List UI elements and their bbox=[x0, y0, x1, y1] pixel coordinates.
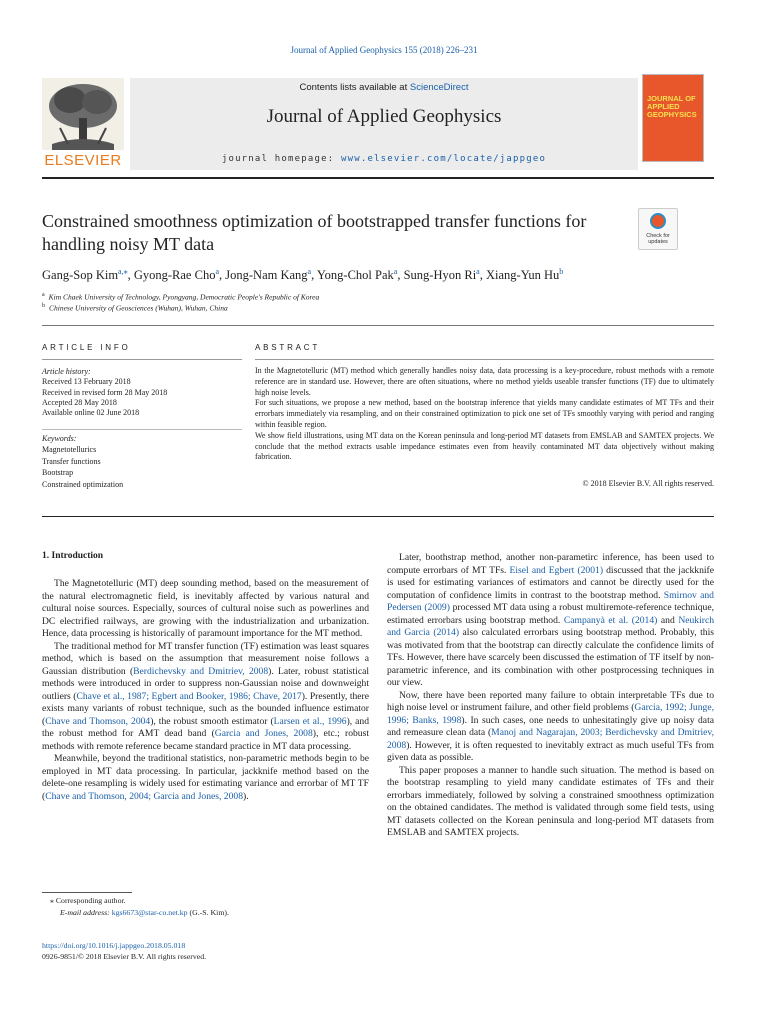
citation-link[interactable]: Smirnov and Pedersen (2009) bbox=[387, 589, 714, 613]
corresponding-author-note bbox=[42, 895, 369, 907]
author-name[interactable]: Gyong-Rae Cho bbox=[133, 268, 216, 283]
history-item: Available online 02 June 2018 bbox=[42, 408, 140, 418]
check-for-updates-button[interactable] bbox=[638, 208, 678, 250]
contents-prefix: Contents lists available at bbox=[299, 82, 410, 93]
citation-link[interactable]: Chave et al., 1987; Egbert and Booker, 1986; Chave, 2017 bbox=[76, 690, 302, 702]
text-run: Later, boothstrap method, another non-parametirc inference, has been used to compute errorbars of MT TFs. bbox=[387, 552, 714, 576]
text-run: ). Later, robust statistical methods were introduced in order to suppress non-Gaussian noise and downweight outliers ( bbox=[42, 665, 369, 702]
abstract-bottom-divider bbox=[42, 516, 714, 517]
text-run: ). In such cases, one needs to unhesitatingly give up noisy data and remeasure clean data ( bbox=[387, 714, 714, 738]
article-history bbox=[42, 367, 242, 418]
header-divider bbox=[42, 177, 714, 179]
body-left-column bbox=[42, 578, 369, 803]
body-paragraph: The Magnetotelluric (MT) deep sounding method, based on the measurement of the natural electromagnetic field, is inevitably affected by various natural and cultural noise sources. Especially, sources of cultural noise such as powerlines and DC electrified railways, are growing with the industrialization and urbanization. Hence, data processing is historically of paramount importance for the MT method. bbox=[42, 578, 369, 639]
text-run: processed MT data using a robust multiremote-reference technique, estimated errorbars using bootstrap method. bbox=[387, 602, 714, 626]
affiliation-a bbox=[42, 292, 319, 302]
keyword: Constrained optimization bbox=[42, 479, 124, 489]
citation-link[interactable]: Chave and Thomson, 2004; Garcia and Jones, 2008 bbox=[45, 790, 243, 802]
journal-title: Journal of Applied Geophysics bbox=[266, 106, 502, 127]
text-run: and bbox=[657, 614, 679, 626]
sciencedirect-link[interactable]: ScienceDirect bbox=[409, 82, 469, 93]
citation-link[interactable]: Garcia and Jones, 2008 bbox=[214, 728, 313, 739]
history-item: Received 13 February 2018 bbox=[42, 377, 131, 387]
keywords-divider bbox=[42, 429, 242, 430]
author-name[interactable]: Sung-Hyon Ri bbox=[403, 268, 477, 283]
article-info-divider bbox=[42, 359, 242, 360]
text-run: ). Presently, there exists many variants of robust technique, such as the bounded influence estimator ( bbox=[42, 690, 369, 727]
homepage-link[interactable]: www.elsevier.com/locate/jappgeo bbox=[340, 154, 547, 164]
text-run: ). However, it is often requested to inevitably extract as much useful TFs from given data as possible. bbox=[387, 739, 714, 763]
journal-cover-title: JOURNAL OF APPLIED GEOPHYSICS bbox=[647, 94, 697, 119]
affiliation-b bbox=[42, 303, 228, 313]
text-run: discussed that the jackknife is used for estimating variances of estimators and cannot be directly used for the computation of confidence limits in contrast to the bootstrap method. bbox=[387, 564, 715, 601]
body-paragraph bbox=[387, 552, 714, 690]
email-suffix: (G.-S. Kim). bbox=[187, 907, 229, 917]
email-link[interactable]: kgs6673@star-co.net.kp bbox=[111, 907, 188, 917]
author-marks[interactable]: a bbox=[476, 267, 480, 276]
body-paragraph bbox=[387, 690, 714, 765]
footnote bbox=[42, 895, 369, 918]
citation-link[interactable]: Larsen et al., 1996 bbox=[273, 715, 347, 727]
citation-link[interactable]: Berdichevsky and Dmitriev, 2008 bbox=[133, 665, 269, 677]
abstract-divider bbox=[255, 359, 714, 360]
text-run: ), etc.; robust methods with remote reference became standard practice in MT data processing. bbox=[42, 728, 370, 752]
citation-link[interactable]: Eisel and Egbert (2001) bbox=[509, 564, 604, 576]
body-paragraph: This paper proposes a manner to handle such situation. The method is based on the bootstrap resampling to yield many candidate estimates of TFs and their errorbars immediately, followed by solving a constrained smoothness optimization on the obtained candidates. The method is validated through some field tests, using MT datasets collected on the Korean peninsula and long-period MT datasets from EMSLAB and SAMTEX projects. bbox=[387, 764, 714, 838]
section-heading: 1. Introduction bbox=[42, 551, 104, 561]
footnote-mark: ⁎ bbox=[50, 896, 54, 905]
article-info-heading: ARTICLE INFO bbox=[42, 343, 131, 352]
doi-block bbox=[42, 940, 206, 962]
text-run: ). bbox=[243, 790, 249, 802]
author-marks[interactable]: a bbox=[215, 267, 220, 276]
author-name[interactable]: Jong-Nam Kang bbox=[225, 268, 308, 283]
affiliation-text: Chinese University of Geosciences (Wuhan), Wuhan, China bbox=[49, 303, 228, 313]
body-paragraph bbox=[42, 641, 369, 754]
keyword: Magnetotellurics bbox=[42, 445, 97, 455]
author-name[interactable]: Xiang-Yun Hu bbox=[485, 268, 560, 283]
citation-link[interactable]: Neukirch and Garcia (2014) bbox=[387, 614, 715, 638]
abstract-text bbox=[255, 366, 714, 463]
title-divider bbox=[42, 325, 714, 326]
citation-link[interactable]: Garcia, 1992; Junge, 1996; Banks, 1998 bbox=[387, 702, 714, 726]
corresponding-label: Corresponding author. bbox=[55, 896, 126, 905]
affiliation-mark: b bbox=[42, 303, 45, 309]
keywords bbox=[42, 433, 242, 490]
text-run: ), the robust smooth estimator ( bbox=[150, 715, 274, 727]
author-name[interactable]: Gang-Sop Kim bbox=[42, 268, 119, 283]
author-marks[interactable]: a,⁎ bbox=[118, 267, 128, 276]
author-marks[interactable]: a bbox=[393, 267, 398, 276]
history-label: Article history: bbox=[42, 367, 91, 376]
citation-link[interactable]: Campanyà et al. (2014) bbox=[563, 614, 658, 626]
text-run: Meanwhile, beyond the traditional statistics, non-parametric methods begin to be employed in MT data processing. In particular, jackknife method based on the delete-one resampling is widely used for estimating variance and errorbar of MT TF ( bbox=[42, 753, 369, 802]
history-item: Received in revised form 28 May 2018 bbox=[42, 387, 168, 397]
abstract-paragraph: In the Magnetotelluric (MT) method which generally handles noisy data, data processing is a key-procedure, robust methods with a remote reference are in standard use. However, there are often situations, where no method yields useable transfer functions (TF) due to ultimately high noise levels. bbox=[255, 366, 714, 397]
email-note bbox=[42, 907, 369, 919]
abstract-copyright: © 2018 Elsevier B.V. All rights reserved. bbox=[582, 479, 714, 488]
history-item: Accepted 28 May 2018 bbox=[42, 397, 117, 407]
journal-homepage-line bbox=[130, 154, 638, 164]
citation-link[interactable]: Manoj and Nagarajan, 2003; Berdichevsky and Dmitriev, 2008 bbox=[387, 727, 714, 751]
email-label: E-mail address: bbox=[60, 907, 112, 917]
crossmark-icon bbox=[650, 213, 666, 229]
footnote-divider bbox=[42, 892, 132, 893]
author-marks[interactable]: b bbox=[559, 267, 564, 276]
affiliation-text: Kim Chaek University of Technology, Pyongyang, Democratic People's Republic of Korea bbox=[48, 292, 320, 302]
homepage-prefix: journal homepage: bbox=[221, 154, 341, 164]
issn-line: 0926-9851/© 2018 Elsevier B.V. All rights reserved. bbox=[42, 952, 207, 961]
affiliation-mark: a bbox=[42, 292, 45, 298]
text-run: also calculated errorbars using bootstrap method. Probably, this was motivated from that the bootstrap can directly calculate the confidence limits of TFs. However, there have scarcely been discussed the estimation of TF itself by non-parametric inference, and its combination with other postprocessing techniques in our view. bbox=[387, 627, 714, 688]
author-name[interactable]: Yong-Chol Pak bbox=[316, 268, 394, 283]
abstract-heading: ABSTRACT bbox=[255, 343, 321, 352]
body-paragraph bbox=[42, 753, 369, 803]
elsevier-wordmark[interactable]: ELSEVIER bbox=[44, 152, 122, 169]
keyword: Bootstrap bbox=[42, 468, 74, 478]
author-list: Gang-Sop Kim$^{a,⁎}$, Gyong-Rae Cho$^a$, Jong-Nam Kang$^a$, Yong-Chol Pak$^a$, Sung-Hyon Ri$^a$, Xiang-Yun Hu$^b$ bbox=[42, 267, 564, 283]
citation-link[interactable]: Chave and Thomson, 2004 bbox=[45, 715, 151, 727]
contents-line bbox=[130, 82, 638, 93]
keyword: Transfer functions bbox=[42, 456, 101, 466]
abstract-paragraph: We show field illustrations, using MT data on the Korean peninsula and long-period MT datasets from EMSLAB and SAMTEX projects. We conclude that the method extracts usable impedance estimates even from heavily contaminated MT data objectively without making fabrication. bbox=[255, 430, 714, 462]
body-right-column bbox=[387, 552, 714, 840]
abstract-paragraph: For such situations, we propose a new method, based on the bootstrap inference that yields many candidate estimates of MT TFs and their errorbars immediately via resampling, and on their constrained optimization to pick one set of TFs smoothly varying with period and ranging within feasible region. bbox=[255, 398, 714, 429]
crossmark-label: Check for updates bbox=[646, 233, 670, 245]
doi-link[interactable]: https://doi.org/10.1016/j.jappgeo.2018.05.018 bbox=[42, 941, 186, 950]
journal-citation-link[interactable]: Journal of Applied Geophysics 155 (2018) 226–231 bbox=[290, 45, 478, 55]
text-run: The traditional method for MT transfer function (TF) estimation was least squares method, which is based on the assumption that measurement noise follows a Gaussian distribution ( bbox=[42, 640, 370, 677]
text-run: ), and the robust method for AMT dead band ( bbox=[42, 715, 370, 739]
keywords-label: Keywords: bbox=[42, 434, 77, 443]
author-marks[interactable]: a bbox=[307, 267, 312, 276]
text-run: Now, there have been reported many failure to obtain interpretable TFs due to high noise level or instrument failure, and other field problems ( bbox=[387, 689, 714, 713]
article-title: Constrained smoothness optimization of bootstrapped transfer functions for handling noisy MT data bbox=[42, 211, 587, 254]
